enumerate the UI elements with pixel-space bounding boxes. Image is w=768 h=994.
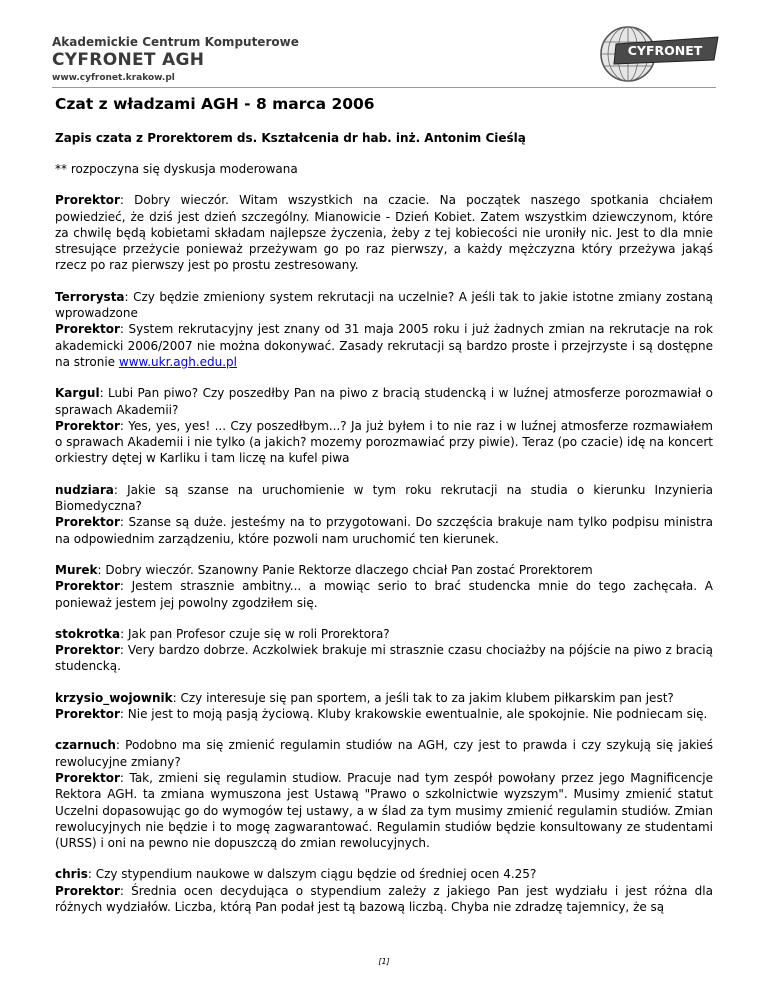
chat-block xyxy=(55,192,713,273)
header-divider xyxy=(52,87,716,88)
org-top-line: Akademickie Centrum Komputerowe xyxy=(52,35,299,49)
document-header xyxy=(52,30,722,90)
speaker-name: Prorektor xyxy=(55,193,120,208)
speaker-name: Kargul xyxy=(55,386,100,401)
speaker-name: czarnuch xyxy=(55,738,116,753)
chat-block xyxy=(55,385,713,466)
speaker-name: krzysio_wojownik xyxy=(55,690,173,705)
message-text: : Czy interesuje się pan sportem, a jeśli tak to za jakim klubem piłkarskim pan jest? xyxy=(172,690,674,705)
chat-block xyxy=(55,289,713,370)
answer-text: : System rekrutacyjny jest znany od 31 maja 2005 roku i już żadnych zmian na rekrutacje na rok akademicki 2006/2007 nie można dokonywać. Zasady rekrutacji są bardzo proste i przejrzyste i są dostępne na stronie xyxy=(55,322,713,369)
chat-block xyxy=(55,737,713,851)
cyfronet-logo xyxy=(598,24,720,84)
speaker-name: Prorektor xyxy=(55,883,120,898)
page-subtitle: Zapis czata z Prorektorem ds. Kształcenia dr hab. inż. Antonim Cieślą xyxy=(55,131,526,145)
message-text: : Czy stypendium naukowe w dalszym ciągu będzie od średniej ocen 4.25? xyxy=(87,867,537,882)
org-url: www.cyfronet.krakow.pl xyxy=(52,73,175,83)
page-number: [1] xyxy=(378,957,390,966)
answer-text: : Tak, zmieni się regulamin studiow. Pracuje nad tym zespół powołany przez jego Magnificencje Rektora AGH. ta zmiana wymuszona jest Ustawą "Prawo o szkolnictwie wyzszym". Musimy zmienić statut Uczelni dopasowując go do wymogów tej ustawy, a w ślad za tym musimy zmienić regulamin studiów. Zmian rewolucyjnych nie będzie i to mogę zagwarantować. Regulamin studiów będzie konsultowany ze studentami (URSS) i oni na pewno nie dopuszczą do zmian rewolucyjnych. xyxy=(55,770,713,851)
intro-line: ** rozpoczyna się dyskusja moderowana xyxy=(55,162,298,176)
answer-text: : Nie jest to moją pasją życiową. Kluby krakowskie ewentualnie, ale spokojnie. Nie podniecam się. xyxy=(119,707,708,722)
logo-text: CYFRONET xyxy=(627,43,703,58)
document-body xyxy=(55,95,713,930)
speaker-name: Prorektor xyxy=(55,770,120,785)
speaker-name: Murek xyxy=(55,562,98,577)
speaker-name: Prorektor xyxy=(55,707,120,722)
speaker-name: chris xyxy=(55,867,88,882)
answer-text: : Jestem strasznie ambitny... a mowiąc serio to brać studencka mnie do tego zachęcała. A ponieważ jestem jej powolny zgodziłem się. xyxy=(55,579,713,610)
message-text: : Dobry wieczór. Szanowny Panie Rektorze dlaczego chciał Pan zostać Prorektorem xyxy=(97,562,593,577)
message-text: : Podobno ma się zmienić regulamin studiów na AGH, czy jest to prawda i czy szykują się jakieś rewolucyjne zmiany? xyxy=(55,738,713,769)
chat-block xyxy=(55,690,713,723)
speaker-name: nudziara xyxy=(55,482,114,497)
message-text: : Lubi Pan piwo? Czy poszedłby Pan na piwo z bracią studencką i w luźnej atmosferze porozmawiał o sprawach Akademii? xyxy=(55,386,713,417)
speaker-name: Prorektor xyxy=(55,322,120,337)
message-text: : Jakie są szanse na uruchomienie w tym roku rekrutacji na studia o kierunku Inzynieria Biomedyczna? xyxy=(55,482,713,514)
chat-block xyxy=(55,626,713,675)
answer-text: : Yes, yes, yes! ... Czy poszedłbym...? Ja już byłem i to nie raz i w luźnej atmosferze rozmawiałem o sprawach Akademii i nie tylko (a jakich? mozemy porozmawiać przy piwie). Teraz (po czacie) idę na koncert orkiestry dętej w Karliku i tam liczę na kufel piwa xyxy=(55,418,713,466)
message-text: : Czy będzie zmieniony system rekrutacji na uczelnie? A jeśli tak to jakie istotne zmiany zostaną wprowadzone xyxy=(55,289,713,321)
chat-block xyxy=(55,562,713,611)
speaker-name: Terrorysta xyxy=(55,289,125,304)
speaker-name: Prorektor xyxy=(55,579,120,594)
page-title: Czat z władzami AGH - 8 marca 2006 xyxy=(55,95,375,113)
org-name: CYFRONET AGH xyxy=(52,50,205,70)
speaker-name: stokrotka xyxy=(55,626,121,641)
answer-text: : Very bardzo dobrze. Aczkolwiek brakuje mi strasznie czasu chociażby na pójście na piwo z bracią studencką. xyxy=(55,643,713,674)
speaker-name: Prorektor xyxy=(55,643,120,658)
answer-text: : Szanse są duże. jesteśmy na to przygotowani. Do szczęścia brakuje nam tylko podpisu ministra na odpowiednim zarządzeniu, które pozwoli nam uruchomić ten kierunek. xyxy=(55,515,713,546)
speaker-name: Prorektor xyxy=(55,515,120,530)
answer-text: : Średnia ocen decydująca o stypendium zależy z jakiego Pan jest wydziału i jest różna dla różnych wydziałów. Liczba, którą Pan podał jest tą bazową liczbą. Chyba nie zdradzę tajemnicy, że są xyxy=(55,883,713,914)
speaker-name: Prorektor xyxy=(55,418,120,433)
chat-block xyxy=(55,482,713,547)
recruitment-link[interactable]: www.ukr.agh.edu.pl xyxy=(118,354,238,369)
message-text: : Jak pan Profesor czuje się w roli Prorektora? xyxy=(120,626,390,641)
chat-block xyxy=(55,866,713,915)
message-text: : Dobry wieczór. Witam wszystkich na czacie. Na początek naszego spotkania chciałem powiedzieć, że dziś jest dzień szczególny. Mianowicie - Dzień Kobiet. Zatem wszystkim dziewczynom, które za chwilę będą kobietami składam najlepsze życzenia, żeby z tej kobiecości nie uroniły nic. Jest to dla mnie stresujące przeżycie ponieważ przeżywam go po raz pierwszy, a każdy mężczyzna który przeżywa jakąś rzecz po raz pierwszy jest po prostu zestresowany. xyxy=(55,193,713,273)
